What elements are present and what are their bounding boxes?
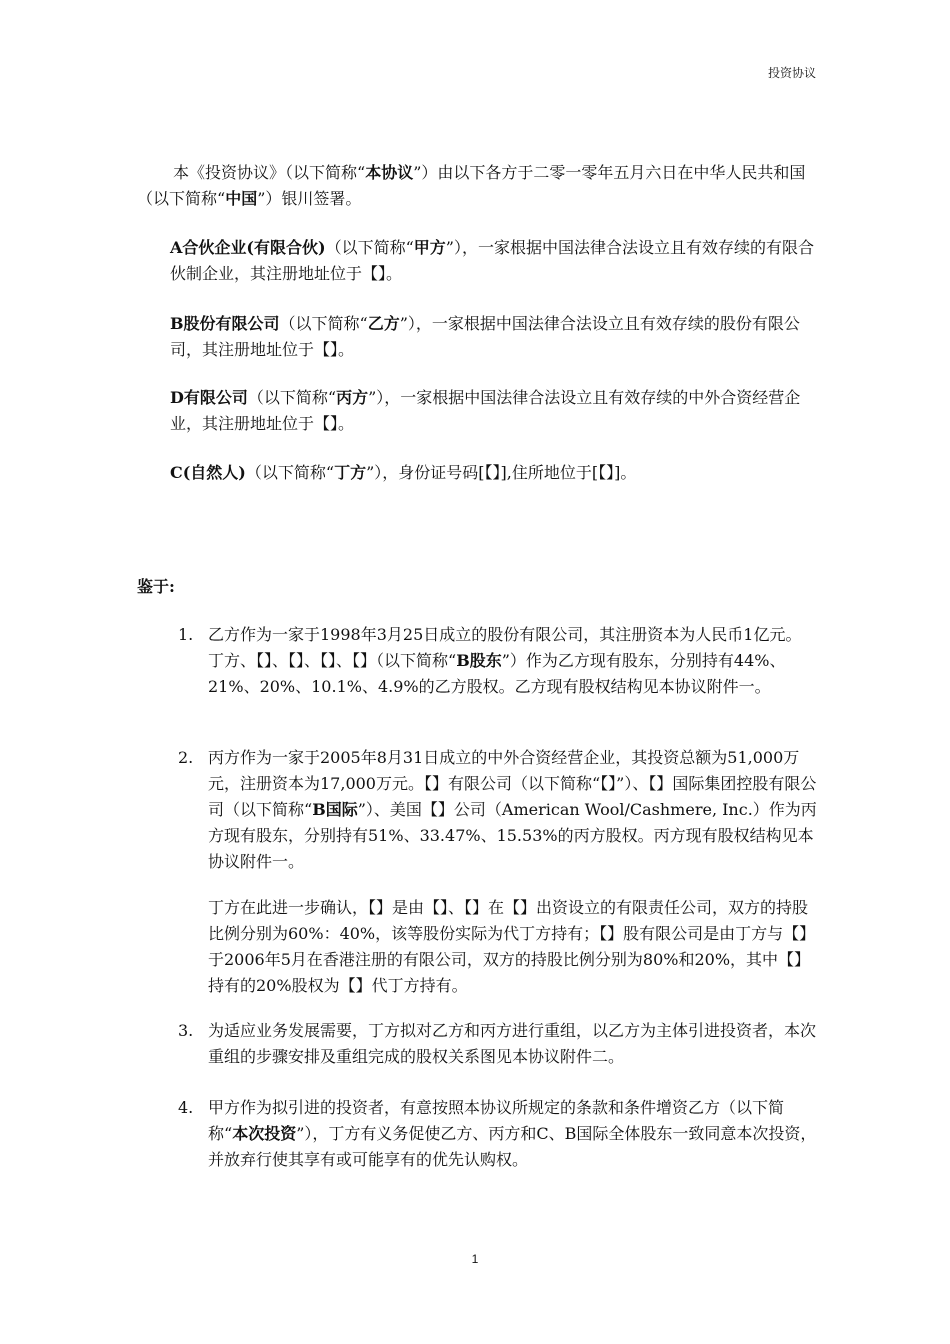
recital-number: 1. (178, 625, 194, 644)
recital-item (178, 745, 817, 875)
party-name: D有限公司 (170, 388, 248, 407)
party-name: B股份有限公司 (170, 314, 280, 333)
party-text: （以下简称“ (247, 388, 337, 407)
recital-text-part: 为适应业务发展需要，丁方拟对乙方和丙方进行重组，以乙方为主体引进投资者，本次重组的步骤安排及重组完成的股权关系图见本协议附件二。 (208, 1021, 817, 1066)
recital-number: 4. (178, 1098, 194, 1117)
recital-text (208, 1018, 817, 1070)
party-a-paragraph (170, 235, 817, 287)
recital-number: 3. (178, 1021, 194, 1040)
recital-text-part: ”）作为乙方现有股东，分别持有44%、21%、20%、10.1%、4.9%的乙方股权。乙方现有股权结构见本协议附件一。 (208, 651, 786, 696)
intro-text-2: ”）由以下各方于二零一零年五月六日在中华人民共和国（以下简称“ (137, 163, 806, 208)
party-text: ”），一家根据中国法律合法设立且有效存续的中外合资经营企业，其注册地址位于【】。 (170, 388, 801, 433)
party-alias: 丁方 (334, 463, 367, 482)
party-text: （以下简称“ (325, 238, 414, 257)
party-text: ”），身份证号码[【】],住所地位于[【】]。 (366, 463, 637, 482)
party-alias: 丙方 (336, 388, 369, 407)
recital-item (178, 1018, 817, 1070)
page-number: 1 (471, 1252, 479, 1266)
intro-paragraph (137, 160, 817, 212)
recital-term: 本次投资 (232, 1124, 297, 1143)
party-name: A合伙企业(有限合伙) (170, 238, 326, 257)
recital-text (208, 745, 817, 875)
recital-text (208, 1095, 817, 1173)
recital-text-part: 丙方作为一家于2005年8月31日成立的中外合资经营企业，其投资总额为51,000万元，注册资本为17,000万元。【】有限公司（以下简称“【】”）、【】国际集团控股有限公司（以下简称“ (208, 748, 817, 819)
intro-text-1: 本《投资协议》（以下简称“ (173, 163, 366, 182)
whereas-heading: 鉴于: (137, 577, 175, 596)
party-d-paragraph (170, 385, 817, 437)
intro-term-china: 中国 (225, 189, 258, 208)
party-text: （以下简称“ (245, 463, 335, 482)
party-c-paragraph (170, 460, 817, 486)
recital-2-continuation: 丁方在此进一步确认，【】是由【】、【】在【】出资设立的有限责任公司，双方的持股比例分别为60%：40%，该等股份实际为代丁方持有；【】股有限公司是由丁方与【】于2006年5月在香港注册的有限公司，双方的持股比例分别为80%和20%，其中【】持有的20%股权为【】代丁方持有。 (208, 898, 816, 995)
party-text: ”），一家根据中国法律合法设立且有效存续的股份有限公司，其注册地址位于【】。 (170, 314, 800, 359)
party-b-paragraph (170, 311, 817, 363)
party-alias: 甲方 (413, 238, 446, 257)
recital-text-part: ”），丁方有义务促使乙方、丙方和C、B国际全体股东一致同意本次投资，并放弃行使其享有或可能享有的优先认购权。 (208, 1124, 817, 1169)
intro-term-agreement: 本协议 (365, 163, 414, 182)
party-text: ”），一家根据中国法律合法设立且有效存续的有限合伙制企业，其注册地址位于【】。 (170, 238, 814, 283)
running-header: 投资协议 (767, 66, 816, 80)
recital-number: 2. (178, 748, 194, 767)
recital-text-part: 甲方作为拟引进的投资者，有意按照本协议所规定的条款和条件增资乙方（以下简称“ (208, 1098, 785, 1143)
recital-item (178, 622, 817, 700)
intro-text-3: ”）银川签署。 (257, 189, 362, 208)
recital-text (208, 622, 817, 700)
recital-text-part: 乙方作为一家于1998年3月25日成立的股份有限公司，其注册资本为人民币1亿元。丁方、【】、【】、【】、【】（以下简称“ (208, 625, 802, 670)
recital-term: B股东 (456, 651, 502, 670)
party-alias: 乙方 (367, 314, 400, 333)
recital-text-part: ”）、美国【】公司（American Wool/Cashmere, Inc.）作为丙方现有股东，分别持有51%、33.47%、15.53%的丙方股权。丙方现有股权结构见本协议附件一。 (208, 800, 817, 871)
recital-item (178, 1095, 817, 1173)
party-name: C(自然人) (170, 463, 246, 482)
recital-term: B国际 (312, 800, 358, 819)
party-text: （以下简称“ (279, 314, 368, 333)
